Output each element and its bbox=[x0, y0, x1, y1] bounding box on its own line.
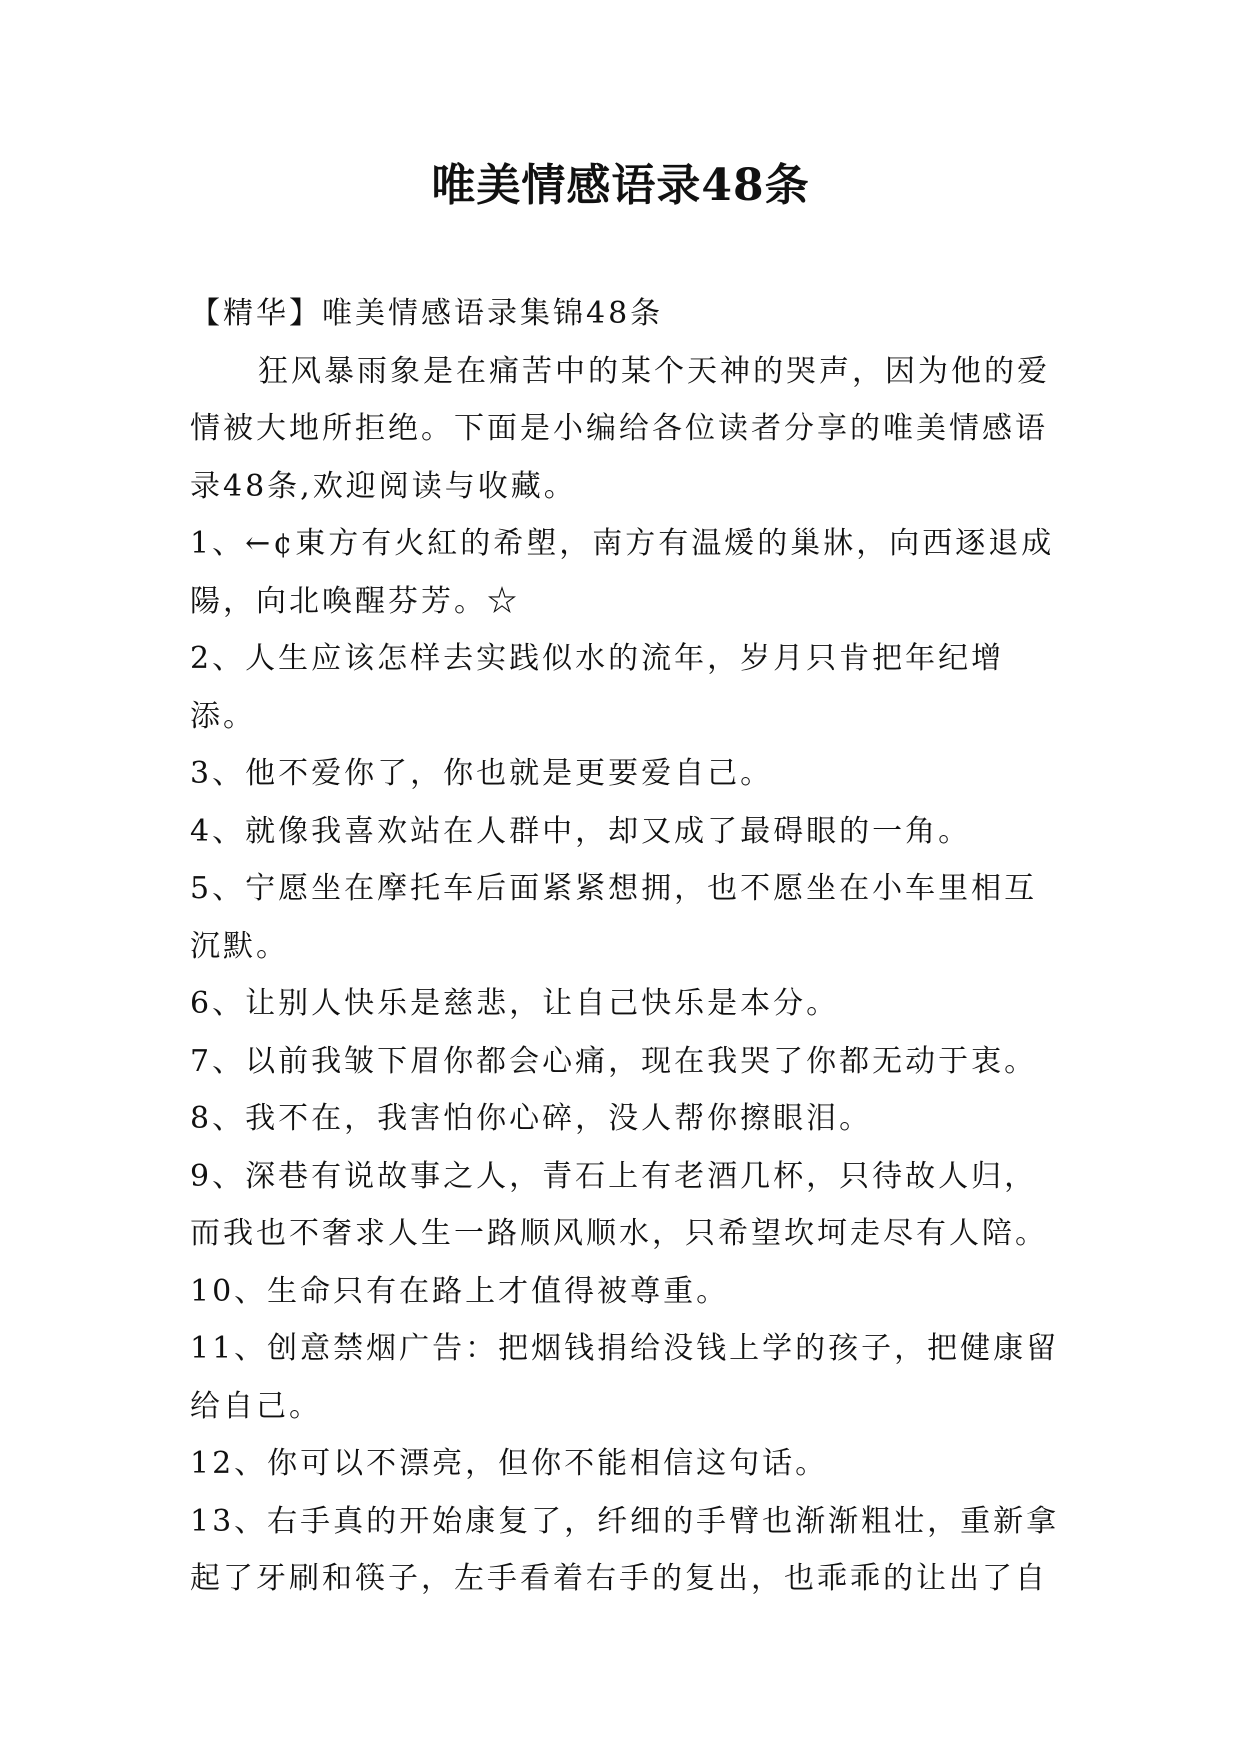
list-item: 8、我不在，我害怕你心碎，没人帮你擦眼泪。 bbox=[190, 1101, 873, 1136]
list-item: 7、以前我皱下眉你都会心痛，现在我哭了你都无动于衷。 bbox=[190, 1043, 1038, 1079]
list-item: 3、他不爱你了，你也就是更要爱自己。 bbox=[190, 756, 774, 791]
list-item: 12、你可以不漂亮，但你不能相信这句话。 bbox=[190, 1446, 829, 1481]
list-item: 2、人生应该怎样去实践似水的流年，岁月只肯把年纪增添。 bbox=[190, 641, 1005, 734]
list-item: 5、宁愿坐在摩托车后面紧紧想拥，也不愿坐在小车里相互沉默。 bbox=[190, 871, 1038, 964]
list-item: 11、创意禁烟广告：把烟钱捐给没钱上学的孩子，把健康留给自己。 bbox=[190, 1331, 1060, 1424]
intro-paragraph: 狂风暴雨象是在痛苦中的某个天神的哭声，因为他的爱情被大地所拒绝。下面是小编给各位读者分享的唯美情感语录48条,欢迎阅读与收藏。 bbox=[190, 353, 1050, 504]
list-item: 13、右手真的开始康复了，纤细的手臂也渐渐粗壮，重新拿起了牙刷和筷子，左手看着右手的复出，也乖乖的让出了自 bbox=[190, 1503, 1060, 1596]
list-item: 10、生命只有在路上才值得被尊重。 bbox=[190, 1273, 730, 1309]
list-item: 9、深巷有说故事之人，青石上有老酒几杯，只待故人归，而我也不奢求人生一路顺风顺水，只希望坎坷走尽有人陪。 bbox=[190, 1158, 1048, 1251]
document-subtitle: 【精华】唯美情感语录集锦48条 bbox=[190, 296, 664, 331]
document-title: 唯美情感语录48条 bbox=[431, 160, 810, 211]
list-item: 4、就像我喜欢站在人群中，却又成了最碍眼的一角。 bbox=[190, 813, 972, 849]
list-item: 1、←¢東方有火紅的希塱，南方有温煖的巢牀，向西逐退成陽，向北喚醒芬芳。☆ bbox=[190, 526, 1055, 619]
list-item: 6、让别人快乐是慈悲，让自己快乐是本分。 bbox=[190, 986, 840, 1021]
document-body bbox=[190, 285, 1070, 1608]
